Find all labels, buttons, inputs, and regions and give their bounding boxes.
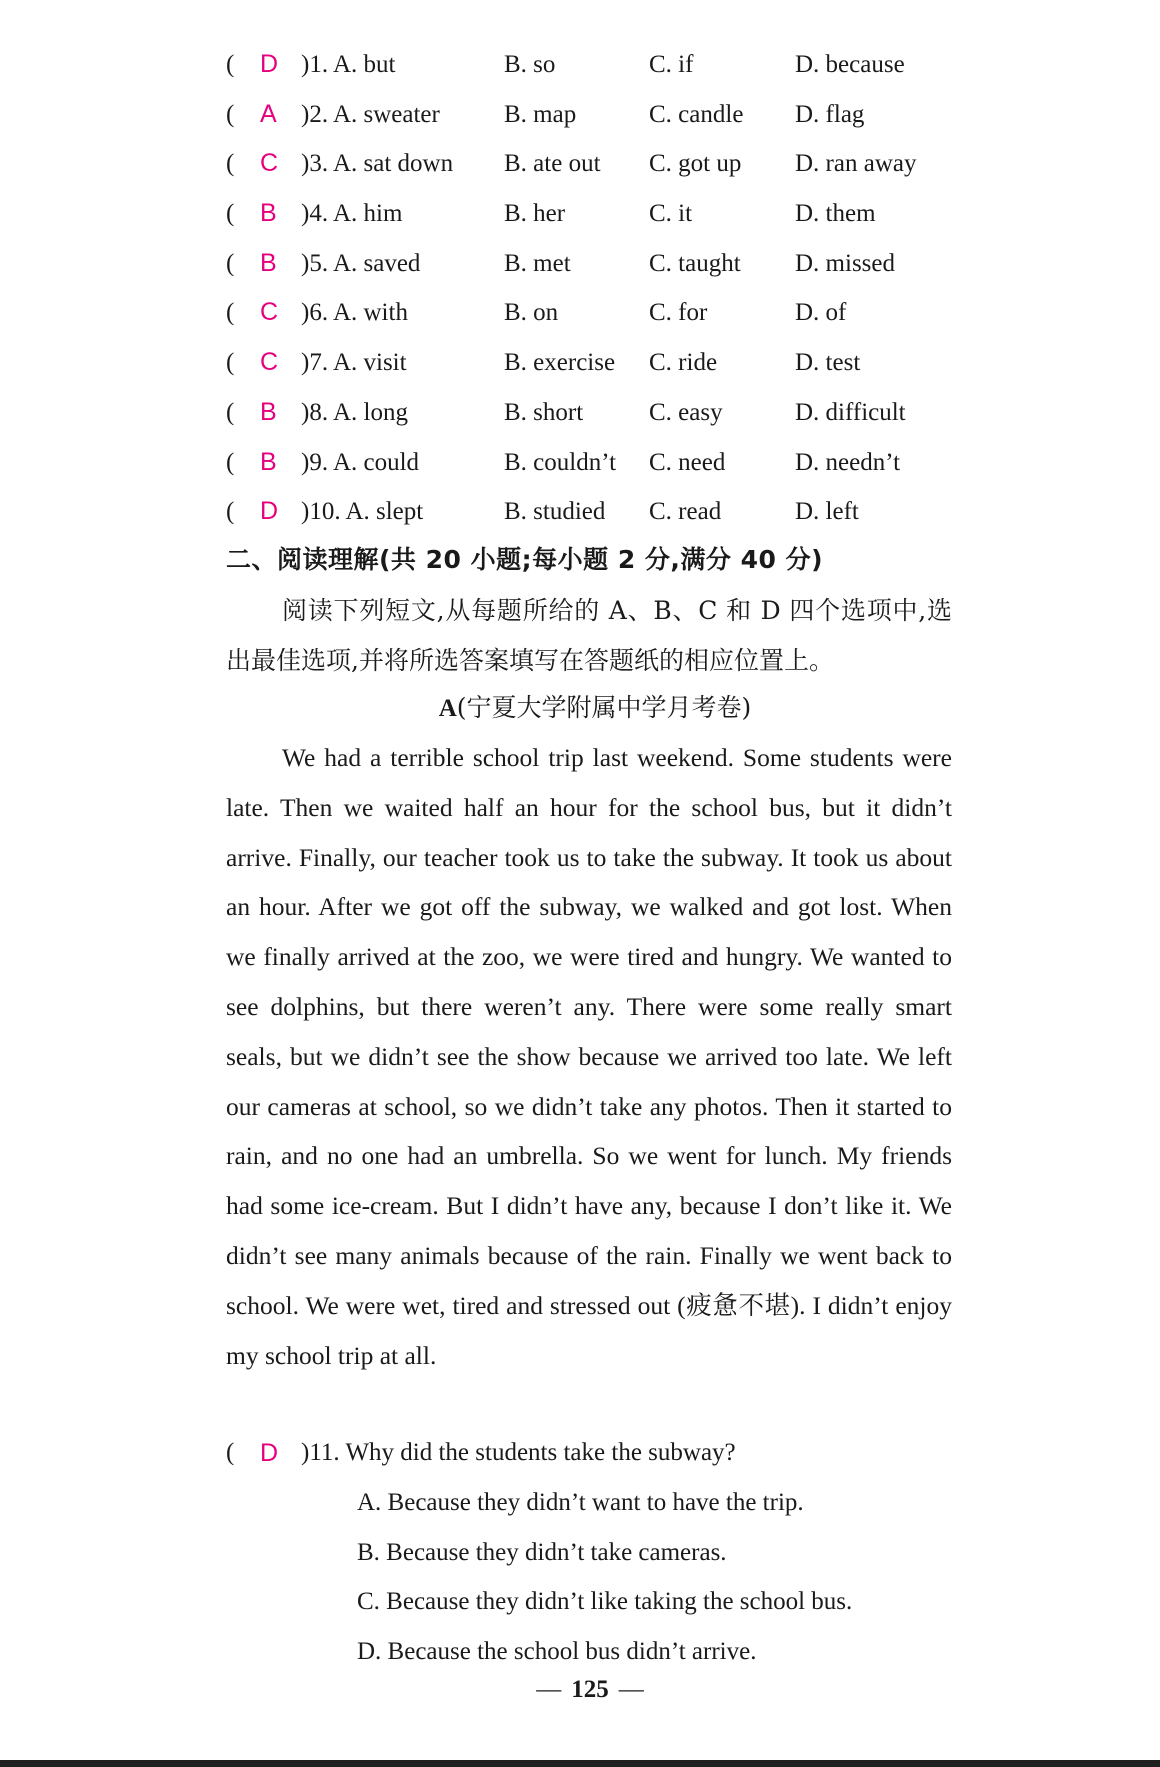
option-c: C. candle xyxy=(649,100,744,128)
answer-bracket: ( xyxy=(226,100,235,128)
answer-mark: C xyxy=(260,149,279,178)
answer-mark: D xyxy=(260,50,279,78)
option-d: D. flag xyxy=(795,100,865,128)
section-instruction: 阅读下列短文,从每题所给的 A、B、C 和 D 四个选项中,选出最佳选项,并将所选答案填写在答题纸的相应位置上。 xyxy=(226,596,952,675)
answer-bracket: ( xyxy=(226,299,235,327)
question-number: )8. A. long xyxy=(301,398,408,426)
question-row xyxy=(226,487,986,537)
bottom-edge-bar xyxy=(0,1760,1160,1767)
option-c: C. read xyxy=(649,498,722,526)
option-a: A. Because they didn’t want to have the trip. xyxy=(357,1489,804,1516)
option-a: A. sat down xyxy=(332,150,454,178)
section-heading: 二、阅读理解(共 20 小题;每小题 2 分,满分 40 分) xyxy=(226,545,824,574)
answer-mark: B xyxy=(260,199,277,228)
option-d: D. them xyxy=(795,200,876,228)
answer-mark: B xyxy=(260,397,277,426)
option-d: D. Because the school bus didn’t arrive. xyxy=(357,1638,757,1666)
option-d: D. left xyxy=(795,498,859,526)
answer-mark: A xyxy=(260,99,277,128)
option-a: A. long xyxy=(332,398,408,426)
answer-mark: B xyxy=(260,447,277,476)
option-b: B. couldn’t xyxy=(504,448,617,476)
question-stem: )11. Why did the students take the subway? xyxy=(301,1439,736,1466)
option-d: D. missed xyxy=(795,249,895,277)
question-row xyxy=(226,338,986,388)
answer-bracket: ( xyxy=(226,349,235,377)
option-d: D. of xyxy=(795,299,847,327)
question-number: )6. A. with xyxy=(301,299,408,327)
option-b: B. map xyxy=(504,100,577,128)
question-row xyxy=(226,1428,986,1478)
answer-bracket: ( xyxy=(226,398,235,426)
answer-bracket: ( xyxy=(226,1439,235,1466)
option-b: B. met xyxy=(504,249,571,277)
option-d: D. test xyxy=(795,349,861,377)
option-b: B. studied xyxy=(504,498,606,526)
question-number: )5. A. saved xyxy=(301,249,421,277)
answer-bracket: ( xyxy=(226,249,235,277)
question-number: )3. A. sat down xyxy=(301,150,454,178)
option-b: B. on xyxy=(504,299,559,327)
question-row xyxy=(226,388,986,438)
option-c: C. taught xyxy=(649,249,741,277)
option-d: D. needn’t xyxy=(795,448,901,476)
option-b: B. exercise xyxy=(504,349,616,377)
option-c: C. got up xyxy=(649,150,742,178)
answer-mark: C xyxy=(260,348,279,377)
answer-mark: B xyxy=(260,248,277,277)
answer-bracket: ( xyxy=(226,498,235,526)
option-a: A. him xyxy=(332,200,403,228)
page-number: — 125 — xyxy=(536,1676,644,1703)
option-a: A. but xyxy=(332,51,396,78)
option-c: C. easy xyxy=(649,398,723,426)
option-a: A. sweater xyxy=(332,100,440,128)
option-c: C. need xyxy=(649,448,726,476)
question-row xyxy=(226,90,986,140)
question-number: )4. A. him xyxy=(301,200,403,228)
option-a: A. could xyxy=(332,448,420,476)
question-row xyxy=(226,40,986,90)
option-a: A. with xyxy=(332,299,408,327)
answer-bracket: ( xyxy=(226,200,235,228)
option-b: B. short xyxy=(504,398,584,426)
question-number: )1. A. but xyxy=(301,51,396,78)
answer-mark: D xyxy=(260,1439,279,1467)
option-a: A. visit xyxy=(332,349,407,377)
question-row xyxy=(226,288,986,338)
passage-heading xyxy=(0,686,1160,731)
option-c: C. for xyxy=(649,299,708,327)
option-b: B. Because they didn’t take cameras. xyxy=(357,1538,727,1566)
answer-mark: D xyxy=(260,497,279,526)
question-row xyxy=(226,239,986,289)
option-c: C. if xyxy=(649,51,694,78)
question-number: )9. A. could xyxy=(301,448,420,476)
answer-bracket: ( xyxy=(226,448,235,476)
option-b: B. her xyxy=(504,200,566,228)
option-a: A. saved xyxy=(332,249,421,277)
option-b: B. so xyxy=(504,51,556,78)
passage-label: A xyxy=(438,695,457,722)
option-d: D. because xyxy=(795,51,905,78)
question-row xyxy=(226,438,986,488)
question-row xyxy=(226,139,986,189)
question-number: )2. A. sweater xyxy=(301,100,440,128)
question-options xyxy=(357,1478,852,1677)
option-d: D. ran away xyxy=(795,150,917,178)
question-row xyxy=(226,189,986,239)
question-number: )10. A. slept xyxy=(301,498,424,526)
cloze-answer-list xyxy=(226,40,986,537)
option-d: D. difficult xyxy=(795,398,906,426)
option-b: B. ate out xyxy=(504,150,601,178)
question-number: )7. A. visit xyxy=(301,349,407,377)
option-c: C. it xyxy=(649,200,693,228)
option-c: C. Because they didn’t like taking the school bus. xyxy=(357,1588,853,1616)
passage-source: (宁夏大学附属中学月考卷) xyxy=(456,693,752,722)
answer-bracket: ( xyxy=(226,51,235,78)
answer-bracket: ( xyxy=(226,150,235,178)
option-c: C. ride xyxy=(649,349,718,377)
answer-mark: C xyxy=(260,298,279,327)
option-a: A. slept xyxy=(345,498,424,526)
reading-passage: We had a terrible school trip last weekend. Some students were late. Then we waited half an hour for the school bus, but it didn’t arrive. Finally, our teacher took us to take the subway. It took us about an hour. After we got off the subway, we walked and got lost. When we finally arrived at the zoo, we were tired and hungry. We wanted to see dolphins, but there weren’t any. There were some really smart seals, but we didn’t see the show because we arrived too late. We left our cameras at school, so we didn’t take any photos. Then it started to rain, and no one had an umbrella. So we went for lunch. My friends had some ice-cream. But I didn’t have any, because I don’t like it. We didn’t see many animals because of the rain. Finally we went back to school. We were wet, tired and stressed out (疲惫不堪). I didn’t enjoy my school trip at all. xyxy=(226,743,952,1370)
